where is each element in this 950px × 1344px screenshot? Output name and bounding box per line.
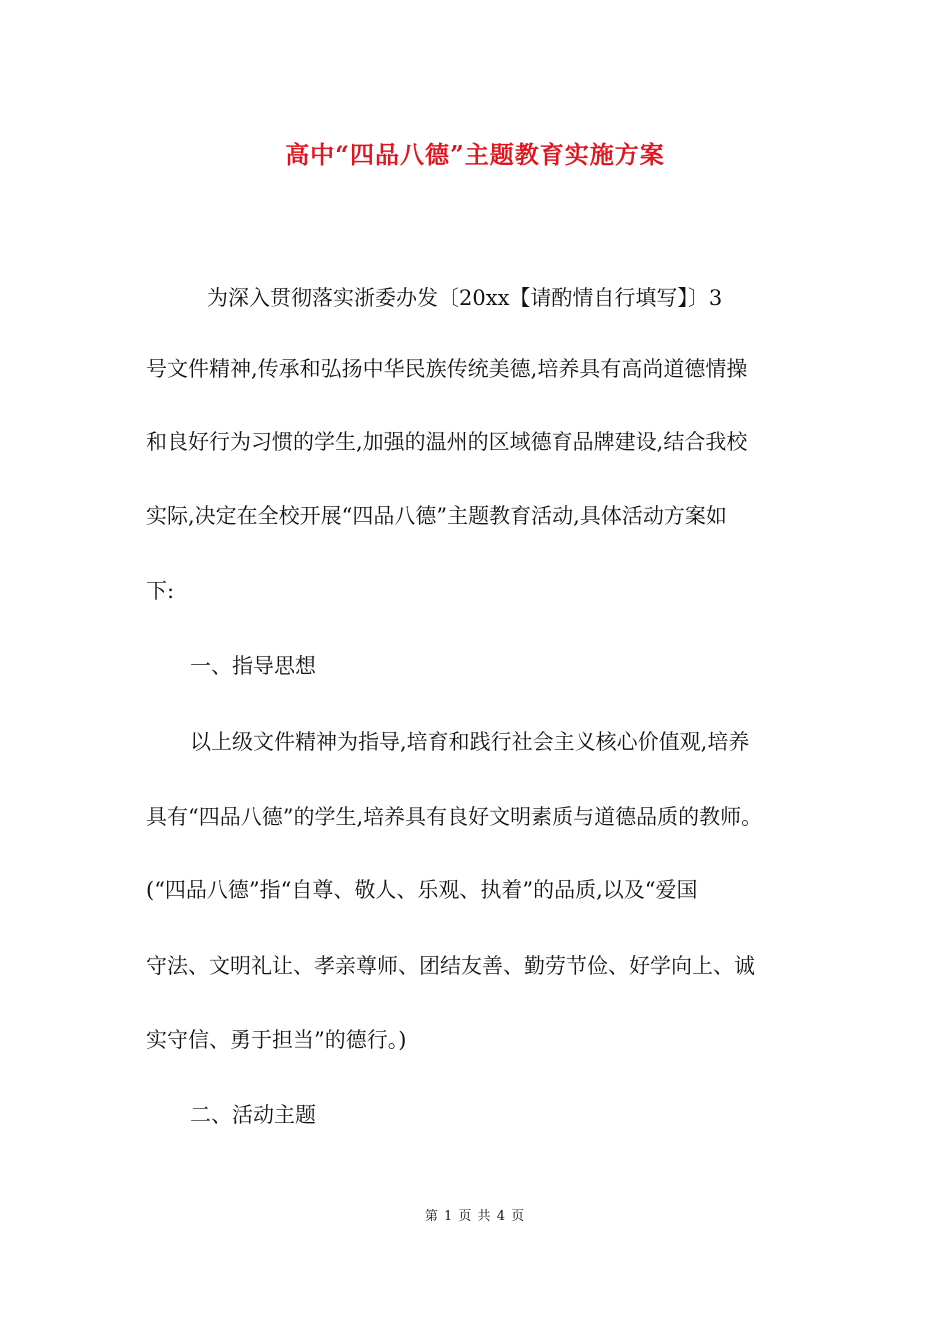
- section-heading-1: 一、指导思想: [190, 654, 316, 678]
- page-number-footer: 第 1 页 共 4 页: [424, 1209, 526, 1224]
- paragraph-line-2: 号文件精神,传承和弘扬中华民族传统美德,培养具有高尚道德情操: [146, 357, 748, 381]
- section-heading-2: 二、活动主题: [190, 1103, 316, 1127]
- paragraph-line-7: 具有“四品八德”的学生,培养具有良好文明素质与道德品质的教师。: [146, 805, 763, 829]
- paragraph-line-10: 实守信、勇于担当”的德行。): [146, 1028, 407, 1052]
- paragraph-line-5: 下:: [146, 579, 175, 603]
- paragraph-line-6: 以上级文件精神为指导,培育和践行社会主义核心价值观,培养: [190, 730, 750, 754]
- paragraph-line-3: 和良好行为习惯的学生,加强的温州的区域德育品牌建设,结合我校: [146, 430, 748, 454]
- paragraph-line-8: (“四品八德”指“自尊、敬人、乐观、执着”的品质,以及“爱国: [146, 878, 698, 902]
- paragraph-line-4: 实际,决定在全校开展“四品八德”主题教育活动,具体活动方案如: [146, 504, 727, 528]
- document-title: 高中“四品八德”主题教育实施方案: [285, 140, 665, 169]
- paragraph-line-1: 为深入贯彻落实浙委办发〔20xx【请酌情自行填写】〕3: [207, 286, 723, 310]
- paragraph-line-9: 守法、文明礼让、孝亲尊师、团结友善、勤劳节俭、好学向上、诚: [146, 954, 755, 978]
